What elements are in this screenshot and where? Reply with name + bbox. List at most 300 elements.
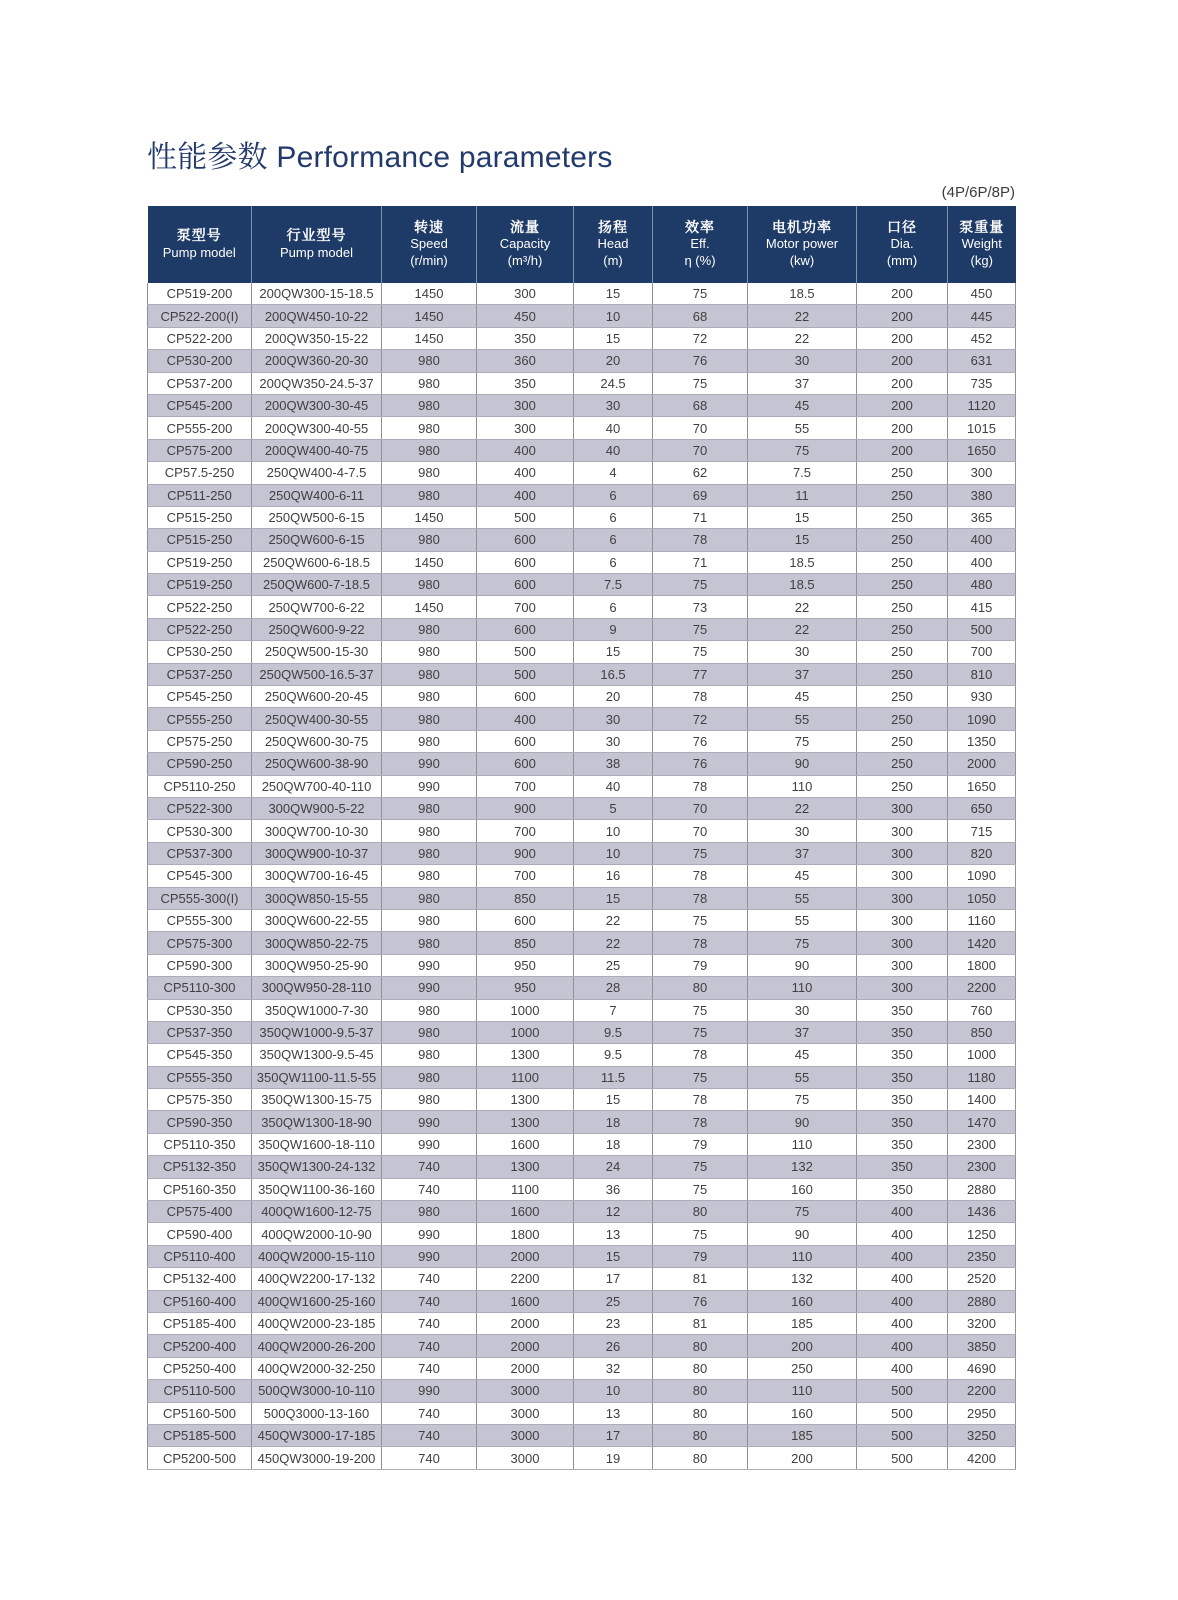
cell: 4 [574, 462, 653, 484]
cell: 350QW1300-18-90 [252, 1111, 382, 1133]
cell: CP5110-250 [148, 775, 252, 797]
cell: 400 [477, 462, 574, 484]
cell: 20 [574, 686, 653, 708]
cell: 1470 [948, 1111, 1016, 1133]
table-row [148, 775, 1016, 797]
cell: 250QW600-20-45 [252, 686, 382, 708]
cell: 1436 [948, 1201, 1016, 1223]
column-header [948, 206, 1016, 283]
cell: 1300 [477, 1111, 574, 1133]
cell: 37 [748, 663, 857, 685]
cell: 22 [748, 596, 857, 618]
cell: 15 [574, 327, 653, 349]
cell: 37 [748, 1021, 857, 1043]
cell: 38 [574, 753, 653, 775]
cell: 30 [748, 641, 857, 663]
cell: CP590-300 [148, 954, 252, 976]
cell: 75 [748, 439, 857, 461]
cell: 300 [857, 887, 948, 909]
cell: 1420 [948, 932, 1016, 954]
cell: 24 [574, 1156, 653, 1178]
cell: 980 [382, 1201, 477, 1223]
cell: CP530-200 [148, 350, 252, 372]
cell: 300 [477, 417, 574, 439]
cell: CP519-250 [148, 574, 252, 596]
cell: 6 [574, 484, 653, 506]
cell: 980 [382, 887, 477, 909]
cell: 185 [748, 1312, 857, 1334]
cell: 400 [857, 1312, 948, 1334]
cell: 500 [477, 663, 574, 685]
cell: 250 [857, 708, 948, 730]
cell: 500 [857, 1402, 948, 1424]
cell: 990 [382, 1223, 477, 1245]
cell: 400QW2000-23-185 [252, 1312, 382, 1334]
cell: 740 [382, 1424, 477, 1446]
cell: 350 [857, 1066, 948, 1088]
cell: 4690 [948, 1357, 1016, 1379]
column-header [748, 206, 857, 283]
cell: 250QW400-4-7.5 [252, 462, 382, 484]
table-row [148, 1290, 1016, 1312]
cell: 1300 [477, 1044, 574, 1066]
cell: 450 [477, 305, 574, 327]
cell: 200 [857, 372, 948, 394]
cell: 200QW450-10-22 [252, 305, 382, 327]
cell: 300QW950-25-90 [252, 954, 382, 976]
cell: 400QW2200-17-132 [252, 1268, 382, 1290]
table-row [148, 797, 1016, 819]
cell: 350 [857, 999, 948, 1021]
cell: 250 [857, 529, 948, 551]
cell: 740 [382, 1335, 477, 1357]
cell: 160 [748, 1178, 857, 1200]
cell: 600 [477, 753, 574, 775]
column-header-en: Eff. [690, 236, 710, 252]
cell: 45 [748, 686, 857, 708]
cell: 250 [857, 574, 948, 596]
title-english: Performance parameters [276, 141, 613, 174]
cell: CP5132-350 [148, 1156, 252, 1178]
cell: 300QW700-10-30 [252, 820, 382, 842]
cell: CP522-200 [148, 327, 252, 349]
cell: CP555-350 [148, 1066, 252, 1088]
cell: 250QW600-6-15 [252, 529, 382, 551]
cell: 79 [653, 1245, 748, 1267]
cell: 700 [948, 641, 1016, 663]
cell: 1600 [477, 1201, 574, 1223]
cell: 500 [857, 1424, 948, 1446]
cell: 90 [748, 753, 857, 775]
cell: 75 [653, 1066, 748, 1088]
cell: 400QW2000-32-250 [252, 1357, 382, 1379]
column-header-unit: (m) [603, 253, 623, 269]
cell: 15 [574, 887, 653, 909]
cell: 1000 [948, 1044, 1016, 1066]
column-header-unit: (m³/h) [507, 253, 543, 269]
cell: 22 [748, 618, 857, 640]
table-row [148, 932, 1016, 954]
cell: 200QW300-40-55 [252, 417, 382, 439]
table-row [148, 1357, 1016, 1379]
cell: 740 [382, 1156, 477, 1178]
cell: 400 [477, 484, 574, 506]
cell: 15 [574, 641, 653, 663]
cell: 16.5 [574, 663, 653, 685]
cell: 75 [653, 1178, 748, 1200]
cell: 980 [382, 797, 477, 819]
cell: 200 [857, 305, 948, 327]
cell: 1300 [477, 1089, 574, 1111]
cell: 75 [653, 372, 748, 394]
cell: 400 [857, 1290, 948, 1312]
table-header [148, 206, 1016, 283]
cell: 250QW400-6-11 [252, 484, 382, 506]
cell: 69 [653, 484, 748, 506]
cell: 300 [477, 283, 574, 305]
table-row [148, 327, 1016, 349]
cell: 2200 [948, 1380, 1016, 1402]
cell: 62 [653, 462, 748, 484]
cell: 1450 [382, 327, 477, 349]
cell: 90 [748, 1111, 857, 1133]
column-header [382, 206, 477, 283]
cell: 110 [748, 1133, 857, 1155]
table-row [148, 1223, 1016, 1245]
cell: 990 [382, 1380, 477, 1402]
column-header-en: Head [597, 236, 629, 252]
cell: 200QW300-15-18.5 [252, 283, 382, 305]
cell: 76 [653, 753, 748, 775]
cell: 110 [748, 977, 857, 999]
cell: 990 [382, 753, 477, 775]
cell: 980 [382, 462, 477, 484]
cell: 350 [857, 1021, 948, 1043]
cell: CP537-350 [148, 1021, 252, 1043]
column-header [477, 206, 574, 283]
cell: CP515-250 [148, 529, 252, 551]
cell: 22 [748, 305, 857, 327]
table-row [148, 730, 1016, 752]
cell: 80 [653, 1201, 748, 1223]
cell: 452 [948, 327, 1016, 349]
cell: CP537-200 [148, 372, 252, 394]
table-row [148, 1044, 1016, 1066]
cell: 76 [653, 730, 748, 752]
cell: 32 [574, 1357, 653, 1379]
cell: 78 [653, 887, 748, 909]
cell: 110 [748, 775, 857, 797]
cell: CP555-200 [148, 417, 252, 439]
cell: 500QW3000-10-110 [252, 1380, 382, 1402]
cell: CP5185-500 [148, 1424, 252, 1446]
cell: 9.5 [574, 1044, 653, 1066]
cell: CP5160-350 [148, 1178, 252, 1200]
cell: CP515-250 [148, 506, 252, 528]
cell: 76 [653, 1290, 748, 1312]
cell: 17 [574, 1268, 653, 1290]
table-row [148, 1156, 1016, 1178]
cell: 250QW600-38-90 [252, 753, 382, 775]
cell: 78 [653, 1044, 748, 1066]
cell: 22 [574, 909, 653, 931]
cell: 300 [857, 842, 948, 864]
cell: CP545-300 [148, 865, 252, 887]
cell: 40 [574, 775, 653, 797]
cell: 500 [477, 641, 574, 663]
cell: 25 [574, 1290, 653, 1312]
cell: 200 [748, 1335, 857, 1357]
cell: 7.5 [748, 462, 857, 484]
cell: 980 [382, 730, 477, 752]
cell: 15 [748, 529, 857, 551]
cell: CP5110-500 [148, 1380, 252, 1402]
cell: 850 [477, 887, 574, 909]
cell: 980 [382, 663, 477, 685]
cell: CP545-350 [148, 1044, 252, 1066]
cell: 78 [653, 865, 748, 887]
cell: 75 [653, 574, 748, 596]
cell: 250QW500-16.5-37 [252, 663, 382, 685]
table-row [148, 1089, 1016, 1111]
cell: 400 [857, 1357, 948, 1379]
cell: 75 [653, 1156, 748, 1178]
cell: 600 [477, 551, 574, 573]
table-row [148, 394, 1016, 416]
cell: 3000 [477, 1424, 574, 1446]
cell: 990 [382, 977, 477, 999]
cell: 2880 [948, 1178, 1016, 1200]
cell: 1800 [948, 954, 1016, 976]
table-row [148, 1380, 1016, 1402]
cell: 78 [653, 1089, 748, 1111]
cell: 68 [653, 394, 748, 416]
cell: 70 [653, 417, 748, 439]
column-header [148, 206, 252, 283]
cell: 350 [857, 1178, 948, 1200]
cell: 400QW1600-12-75 [252, 1201, 382, 1223]
cell: 300QW900-5-22 [252, 797, 382, 819]
cell: 185 [748, 1424, 857, 1446]
cell: 700 [477, 775, 574, 797]
cell: 350QW1300-9.5-45 [252, 1044, 382, 1066]
cell: 300 [857, 820, 948, 842]
cell: 1180 [948, 1066, 1016, 1088]
cell: 250 [748, 1357, 857, 1379]
cell: 980 [382, 1044, 477, 1066]
cell: 400QW2000-15-110 [252, 1245, 382, 1267]
cell: CP530-250 [148, 641, 252, 663]
cell: 250QW600-7-18.5 [252, 574, 382, 596]
cell: 22 [574, 932, 653, 954]
cell: CP5110-350 [148, 1133, 252, 1155]
cell: 980 [382, 618, 477, 640]
cell: 450QW3000-17-185 [252, 1424, 382, 1446]
cell: 1090 [948, 865, 1016, 887]
cell: 380 [948, 484, 1016, 506]
cell: 350QW1300-24-132 [252, 1156, 382, 1178]
cell: 250 [857, 506, 948, 528]
table-row [148, 439, 1016, 461]
cell: 55 [748, 708, 857, 730]
table-row [148, 887, 1016, 909]
column-header [653, 206, 748, 283]
cell: 760 [948, 999, 1016, 1021]
cell: 9.5 [574, 1021, 653, 1043]
cell: 980 [382, 686, 477, 708]
cell: 3850 [948, 1335, 1016, 1357]
cell: 75 [748, 730, 857, 752]
table-row [148, 596, 1016, 618]
cell: 11 [748, 484, 857, 506]
cell: CP5110-400 [148, 1245, 252, 1267]
cell: 75 [653, 1021, 748, 1043]
column-header-unit: (kg) [970, 253, 993, 269]
cell: 950 [477, 954, 574, 976]
cell: 200 [857, 350, 948, 372]
column-header-en: Speed [410, 236, 448, 252]
cell: 80 [653, 1335, 748, 1357]
cell: CP575-300 [148, 932, 252, 954]
cell: 980 [382, 1089, 477, 1111]
cell: 400 [857, 1335, 948, 1357]
cell: 1650 [948, 439, 1016, 461]
column-header-zh: 流量 [510, 219, 540, 236]
cell: 1450 [382, 551, 477, 573]
cell: 1600 [477, 1290, 574, 1312]
cell: CP575-350 [148, 1089, 252, 1111]
cell: 20 [574, 350, 653, 372]
cell: 30 [748, 350, 857, 372]
table-row [148, 484, 1016, 506]
cell: 400QW1600-25-160 [252, 1290, 382, 1312]
cell: CP522-250 [148, 596, 252, 618]
cell: 1350 [948, 730, 1016, 752]
cell: 200QW350-15-22 [252, 327, 382, 349]
cell: 980 [382, 1066, 477, 1088]
cell: 16 [574, 865, 653, 887]
cell: 650 [948, 797, 1016, 819]
cell: 22 [748, 797, 857, 819]
cell: 980 [382, 484, 477, 506]
cell: 25 [574, 954, 653, 976]
column-header-en: Motor power [765, 236, 839, 252]
table-row [148, 1312, 1016, 1334]
cell: 3250 [948, 1424, 1016, 1446]
cell: 55 [748, 909, 857, 931]
cell: 1000 [477, 999, 574, 1021]
table-row [148, 1424, 1016, 1446]
cell: 78 [653, 775, 748, 797]
cell: 200QW350-24.5-37 [252, 372, 382, 394]
cell: 850 [948, 1021, 1016, 1043]
cell: 500 [477, 506, 574, 528]
cell: CP555-250 [148, 708, 252, 730]
cell: 500 [857, 1380, 948, 1402]
cell: 78 [653, 686, 748, 708]
cell: 75 [748, 1201, 857, 1223]
cell: 26 [574, 1335, 653, 1357]
cell: 350 [477, 372, 574, 394]
cell: 350QW1300-15-75 [252, 1089, 382, 1111]
cell: 300 [857, 909, 948, 931]
cell: 200 [857, 417, 948, 439]
cell: 2950 [948, 1402, 1016, 1424]
cell: 200 [748, 1447, 857, 1469]
cell: 600 [477, 730, 574, 752]
table-row [148, 1335, 1016, 1357]
cell: 1450 [382, 283, 477, 305]
cell: 2200 [948, 977, 1016, 999]
column-header-zh: 泵重量 [959, 219, 1005, 236]
table-row [148, 708, 1016, 730]
cell: 45 [748, 865, 857, 887]
cell: 250QW400-30-55 [252, 708, 382, 730]
cell: 900 [477, 797, 574, 819]
cell: 980 [382, 372, 477, 394]
cell: 600 [477, 529, 574, 551]
cell: 250 [857, 484, 948, 506]
cell: 80 [653, 1357, 748, 1379]
cell: 79 [653, 1133, 748, 1155]
cell: 1400 [948, 1089, 1016, 1111]
cell: 350 [477, 327, 574, 349]
table-row [148, 417, 1016, 439]
cell: 1120 [948, 394, 1016, 416]
column-header-zh: 口径 [887, 219, 917, 236]
cell: 400 [857, 1201, 948, 1223]
cell: 90 [748, 1223, 857, 1245]
cell: CP522-200(I) [148, 305, 252, 327]
cell: CP545-200 [148, 394, 252, 416]
table-row [148, 1268, 1016, 1290]
column-header-unit: (kw) [789, 253, 815, 269]
cell: CP555-300(I) [148, 887, 252, 909]
cell: 1450 [382, 596, 477, 618]
table-body [148, 283, 1016, 1470]
cell: CP5160-500 [148, 1402, 252, 1424]
cell: 300QW900-10-37 [252, 842, 382, 864]
cell: 350QW1100-36-160 [252, 1178, 382, 1200]
table-row [148, 1447, 1016, 1469]
cell: 350QW1000-7-30 [252, 999, 382, 1021]
cell: 15 [574, 1245, 653, 1267]
cell: 36 [574, 1178, 653, 1200]
cell: 400QW2000-26-200 [252, 1335, 382, 1357]
cell: 40 [574, 439, 653, 461]
cell: 250 [857, 753, 948, 775]
table-row [148, 1133, 1016, 1155]
cell: 19 [574, 1447, 653, 1469]
cell: 350QW1100-11.5-55 [252, 1066, 382, 1088]
cell: 740 [382, 1178, 477, 1200]
table-row [148, 372, 1016, 394]
cell: 80 [653, 1380, 748, 1402]
cell: 1050 [948, 887, 1016, 909]
title-chinese: 性能参数 [147, 141, 268, 174]
cell: 300 [857, 797, 948, 819]
cell: 250QW500-6-15 [252, 506, 382, 528]
cell: 30 [574, 730, 653, 752]
cell: 810 [948, 663, 1016, 685]
cell: 78 [653, 1111, 748, 1133]
table-row [148, 842, 1016, 864]
page [147, 141, 1015, 1470]
table-row [148, 1201, 1016, 1223]
cell: 2300 [948, 1133, 1016, 1155]
cell: 70 [653, 797, 748, 819]
cell: 300QW850-22-75 [252, 932, 382, 954]
